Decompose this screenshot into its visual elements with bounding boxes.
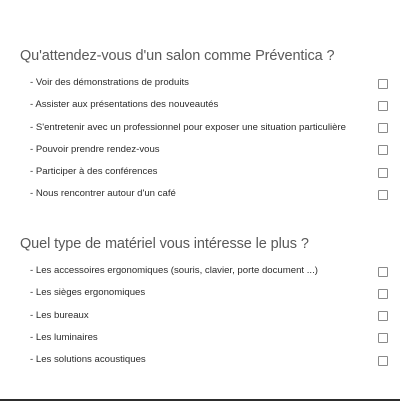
option-label: - Nous rencontrer autour d'un café bbox=[30, 188, 176, 200]
option-entretien[interactable] bbox=[20, 117, 388, 139]
question-title: Quel type de matériel vous intéresse le plus ? bbox=[20, 236, 309, 252]
option-label: - Les solutions acoustiques bbox=[30, 354, 146, 366]
options-list bbox=[20, 260, 388, 371]
option-cafe[interactable] bbox=[20, 183, 388, 205]
checkbox[interactable] bbox=[378, 190, 388, 200]
question-material-type bbox=[20, 234, 388, 371]
checkbox[interactable] bbox=[378, 101, 388, 111]
checkbox[interactable] bbox=[378, 145, 388, 155]
option-label: - Les bureaux bbox=[30, 309, 89, 321]
option-label: - S'entretenir avec un professionnel pour exposer une situation particulière bbox=[30, 121, 346, 133]
checkbox[interactable] bbox=[378, 168, 388, 178]
option-sieges[interactable] bbox=[20, 282, 388, 304]
question-title: Qu'attendez-vous d'un salon comme Préventica ? bbox=[20, 48, 335, 64]
checkbox[interactable] bbox=[378, 289, 388, 299]
option-label: - Participer à des conférences bbox=[30, 166, 158, 178]
checkbox[interactable] bbox=[378, 333, 388, 343]
option-acoustiques[interactable] bbox=[20, 349, 388, 371]
question-salon-expectations bbox=[20, 46, 388, 206]
option-accessoires[interactable] bbox=[20, 260, 388, 282]
option-label: - Les sièges ergonomiques bbox=[30, 287, 146, 299]
option-demonstrations[interactable] bbox=[20, 72, 388, 94]
option-bureaux[interactable] bbox=[20, 305, 388, 327]
option-label: - Voir des démonstrations de produits bbox=[30, 77, 189, 88]
option-label: - Les accessoires ergonomiques (souris, clavier, porte document ...) bbox=[30, 265, 318, 276]
checkbox[interactable] bbox=[378, 311, 388, 321]
option-label: - Les luminaires bbox=[30, 331, 98, 343]
options-list bbox=[20, 72, 388, 206]
option-conferences[interactable] bbox=[20, 161, 388, 183]
checkbox[interactable] bbox=[378, 123, 388, 133]
option-label: - Assister aux présentations des nouveautés bbox=[30, 99, 219, 111]
checkbox[interactable] bbox=[378, 356, 388, 366]
option-label: - Pouvoir prendre rendez-vous bbox=[30, 143, 160, 155]
checkbox[interactable] bbox=[378, 267, 388, 277]
option-luminaires[interactable] bbox=[20, 327, 388, 349]
option-rendez-vous[interactable] bbox=[20, 139, 388, 161]
option-nouveautes[interactable] bbox=[20, 94, 388, 116]
checkbox[interactable] bbox=[378, 79, 388, 89]
